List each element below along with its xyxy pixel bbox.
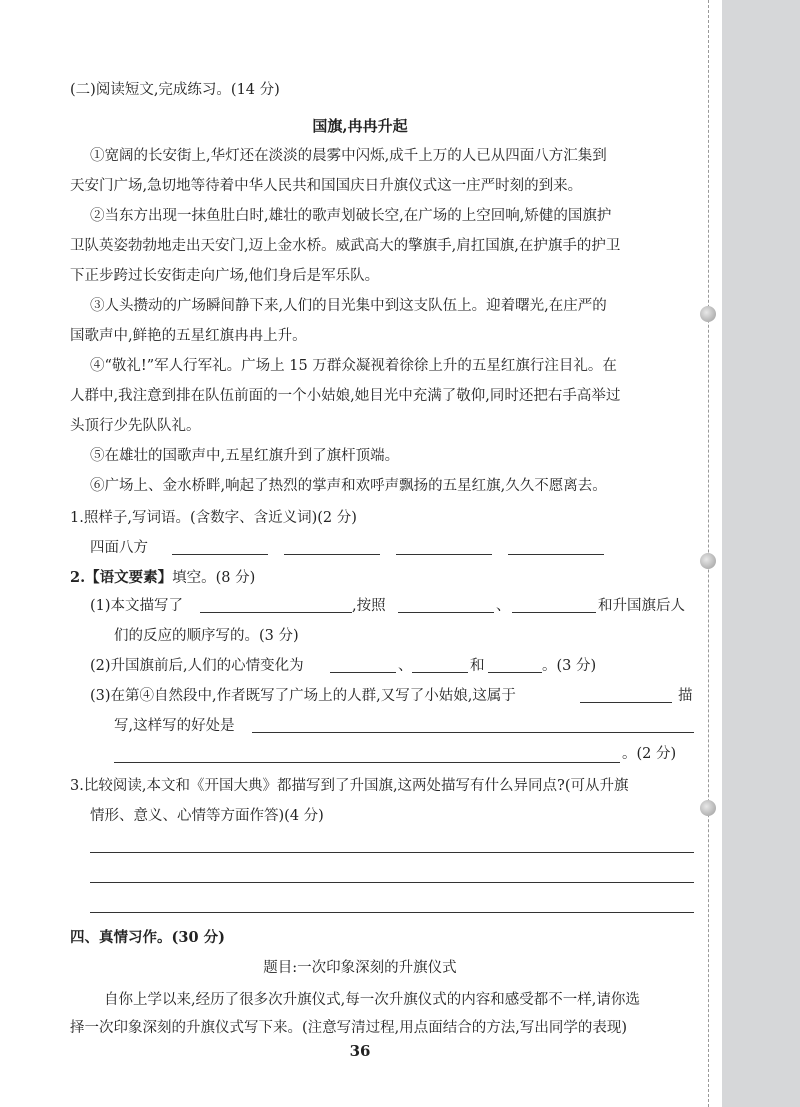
page-number: 36 bbox=[349, 1042, 371, 1060]
passage-title: 国旗,冉冉升起 bbox=[312, 117, 408, 135]
paragraph-1-line-1: ①宽阔的长安街上,华灯还在淡淡的晨雾中闪烁,成千上万的人已从四面八方汇集到 bbox=[90, 148, 607, 164]
question-3-line-1: 3.比较阅读,本文和《开国大典》都描写到了升国旗,这两处描写有什么异同点?(可从升旗 bbox=[70, 778, 629, 794]
question-2-tag: 2.【语文要素】 bbox=[70, 569, 173, 586]
q2-sub1-blank-1[interactable] bbox=[200, 612, 352, 613]
q2-sub2-a: (2)升国旗前后,人们的心情变化为 bbox=[90, 658, 304, 674]
question-1-blank-1[interactable] bbox=[172, 554, 268, 555]
q2-sub1-c: 、 bbox=[496, 598, 511, 614]
question-1-blank-3[interactable] bbox=[396, 554, 492, 555]
q2-sub2-blank-1[interactable] bbox=[330, 672, 396, 673]
q2-sub1-a: (1)本文描写了 bbox=[90, 598, 184, 614]
essay-instruction-line-2: 择一次印象深刻的升旗仪式写下来。(注意写清过程,用点面结合的方法,写出同学的表现) bbox=[70, 1020, 628, 1036]
q2-sub1-d: 和升国旗后人 bbox=[598, 598, 685, 614]
q2-sub2-c: 和 bbox=[470, 658, 485, 674]
question-3-answer-line-1[interactable] bbox=[90, 852, 694, 853]
section-heading: (二)阅读短文,完成练习。(14 分) bbox=[70, 82, 280, 98]
paragraph-4-line-2: 人群中,我注意到排在队伍前面的一个小姑娘,她目光中充满了敬仰,同时还把右手高举过 bbox=[70, 388, 621, 404]
question-1-blank-2[interactable] bbox=[284, 554, 380, 555]
gray-margin bbox=[722, 0, 800, 1107]
paragraph-3-line-1: ③人头攒动的广场瞬间静下来,人们的目光集中到这支队伍上。迎着曙光,在庄严的 bbox=[90, 298, 607, 314]
paragraph-6: ⑥广场上、金水桥畔,响起了热烈的掌声和欢呼声飘扬的五星红旗,久久不愿离去。 bbox=[90, 478, 607, 494]
question-3-answer-line-3[interactable] bbox=[90, 912, 694, 913]
paragraph-2-line-1: ②当东方出现一抹鱼肚白时,雄壮的歌声划破长空,在广场的上空回响,矫健的国旗护 bbox=[90, 208, 612, 224]
paragraph-5: ⑤在雄壮的国歌声中,五星红旗升到了旗杆顶端。 bbox=[90, 448, 400, 464]
q2-sub2-d: 。(3 分) bbox=[542, 658, 597, 674]
q2-sub2-blank-2[interactable] bbox=[412, 672, 468, 673]
paragraph-2-line-3: 下正步跨过长安街走向广场,他们身后是军乐队。 bbox=[70, 268, 380, 284]
q2-sub2-b: 、 bbox=[398, 658, 413, 674]
section-4-heading: 四、真情习作。(30 分) bbox=[70, 929, 225, 946]
paragraph-4-line-1: ④“敬礼!”军人行军礼。广场上 15 万群众凝视着徐徐上升的五星红旗行注目礼。在 bbox=[90, 358, 617, 374]
q2-sub1-blank-3[interactable] bbox=[512, 612, 596, 613]
question-1-prompt: 1.照样子,写词语。(含数字、含近义词)(2 分) bbox=[70, 510, 357, 526]
question-2-prompt bbox=[70, 568, 255, 588]
q2-sub2-blank-3[interactable] bbox=[488, 672, 542, 673]
paragraph-1-line-2: 天安门广场,急切地等待着中华人民共和国国庆日升旗仪式这一庄严时刻的到来。 bbox=[70, 178, 583, 194]
paragraph-3-line-2: 国歌声中,鲜艳的五星红旗冉冉上升。 bbox=[70, 328, 307, 344]
question-1-example: 四面八方 bbox=[90, 540, 148, 556]
binding-hole-3 bbox=[700, 800, 716, 816]
question-2-rest: 填空。(8 分) bbox=[172, 570, 256, 586]
q2-sub3-blank-3[interactable] bbox=[114, 762, 620, 763]
question-3-line-2: 情形、意义、心情等方面作答)(4 分) bbox=[90, 808, 324, 824]
question-3-answer-line-2[interactable] bbox=[90, 882, 694, 883]
q2-sub3-a: (3)在第④自然段中,作者既写了广场上的人群,又写了小姑娘,这属于 bbox=[90, 688, 516, 704]
q2-sub3-b: 描 bbox=[678, 688, 693, 704]
q2-sub1-b: ,按照 bbox=[352, 598, 386, 614]
essay-instruction-line-1: 自你上学以来,经历了很多次升旗仪式,每一次升旗仪式的内容和感受都不一样,请你选 bbox=[104, 992, 640, 1008]
paragraph-4-line-3: 头顶行少先队队礼。 bbox=[70, 418, 201, 434]
q2-sub3-blank-2[interactable] bbox=[252, 732, 694, 733]
q2-sub3-blank-1[interactable] bbox=[580, 702, 672, 703]
paragraph-2-line-2: 卫队英姿勃勃地走出天安门,迈上金水桥。威武高大的擎旗手,肩扛国旗,在护旗手的护卫 bbox=[70, 238, 621, 254]
q2-sub3-line2: 写,这样写的好处是 bbox=[114, 718, 235, 734]
binding-hole-2 bbox=[700, 553, 716, 569]
essay-topic: 题目:一次印象深刻的升旗仪式 bbox=[263, 960, 457, 976]
question-1-blank-4[interactable] bbox=[508, 554, 604, 555]
q2-sub3-end: 。(2 分) bbox=[622, 746, 677, 762]
q2-sub1-blank-2[interactable] bbox=[398, 612, 494, 613]
binding-hole-1 bbox=[700, 306, 716, 322]
q2-sub1-line2: 们的反应的顺序写的。(3 分) bbox=[114, 628, 299, 644]
